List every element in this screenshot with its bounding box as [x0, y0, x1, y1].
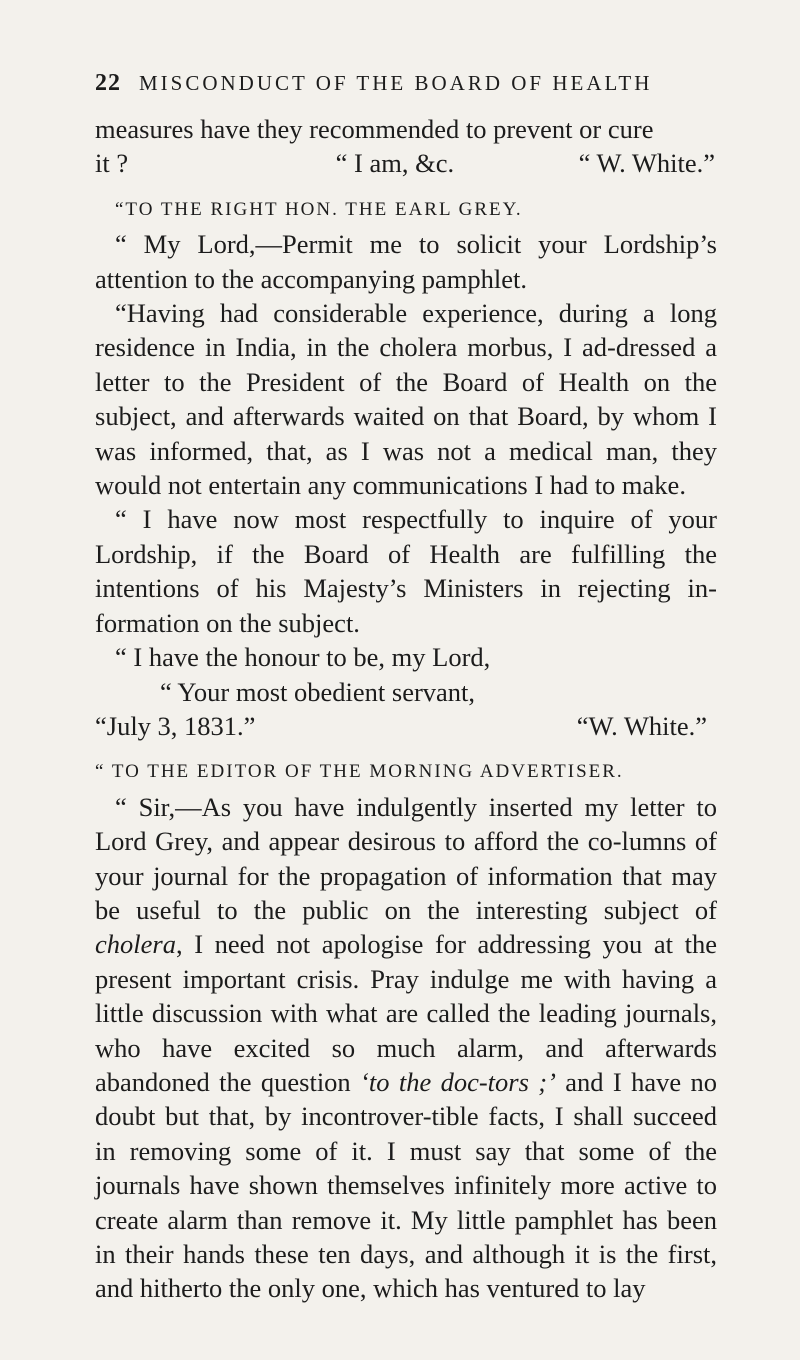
letter1-paragraph: “ I have now most respectfully to inquire of your Lordship, if the Board of Health are fulfilling the intentions of his Majesty’s Ministers in rejecting in-formation on the subject.	[95, 504, 717, 638]
letter2-heading: “ TO THE EDITOR OF THE MORNING ADVERTISER.	[95, 761, 624, 783]
letter1-date: “July 3, 1831.”	[95, 710, 256, 741]
letter2-paragraph	[95, 790, 717, 1306]
letter1-date-signature-line	[95, 709, 717, 743]
letter2-text: and I have no doubt but that, by incontrover-tible facts, I shall succeed in removing some of it. I must say that some of the journals have shown themselves infinitely more active to create alarm than remove it. My little pamphlet has been in their hands these ten days, and although it is the first, and hitherto the only one, which has ventured to lay	[95, 1066, 717, 1304]
letter1-closing: “ Your most obedient servant,	[160, 676, 476, 707]
opening-line-end: it ?	[95, 148, 129, 179]
letter1-paragraph: “Having had considerable experience, during a long residence in India, in the cholera morbus, I ad-dressed a letter to the President of the Board of Health on the subject, and afterwards waited on that Board, by whom I was informed, that, as I was not a medical man, they would not entertain any communications I had to make.	[95, 298, 717, 501]
opening-line: measures have they recommended to prevent or cure	[95, 114, 654, 144]
letter1-paragraph: “ My Lord,—Permit me to solicit your Lordship’s attention to the accompanying pamphlet.	[95, 229, 717, 294]
running-header	[95, 70, 715, 97]
opening-signature-line	[95, 146, 717, 180]
letter2-italic-text: ‘to the doc-tors ;’	[360, 1066, 556, 1097]
running-title: MISCONDUCT OF THE BOARD OF HEALTH	[139, 71, 653, 95]
body-text	[95, 112, 717, 1306]
page-number: 22	[95, 70, 121, 96]
letter2-italic-text: cholera	[95, 929, 176, 960]
letter1-closing: “ I have the honour to be, my Lord,	[115, 642, 491, 673]
letter1-heading: “TO THE RIGHT HON. THE EARL GREY.	[115, 198, 523, 220]
letter2-text: “ Sir,—As you have indulgently inserted my letter to Lord Grey, and appear desirous to afford the co-lumns of your journal for the propagation of information that may be useful to the public on the interesting subject of	[95, 791, 717, 925]
letter2-text: , I need not apologise for addressing you at the present important crisis. Pray indulge me with having a little discussion with what are called the leading journals, who have excited so much alarm, and afterwards abandoned the question	[95, 929, 717, 1097]
opening-complimentary-close: “ I am, &c.	[335, 148, 455, 179]
letter1-signature: “W. White.”	[576, 710, 707, 741]
opening-signature: “ W. White.”	[578, 148, 715, 179]
